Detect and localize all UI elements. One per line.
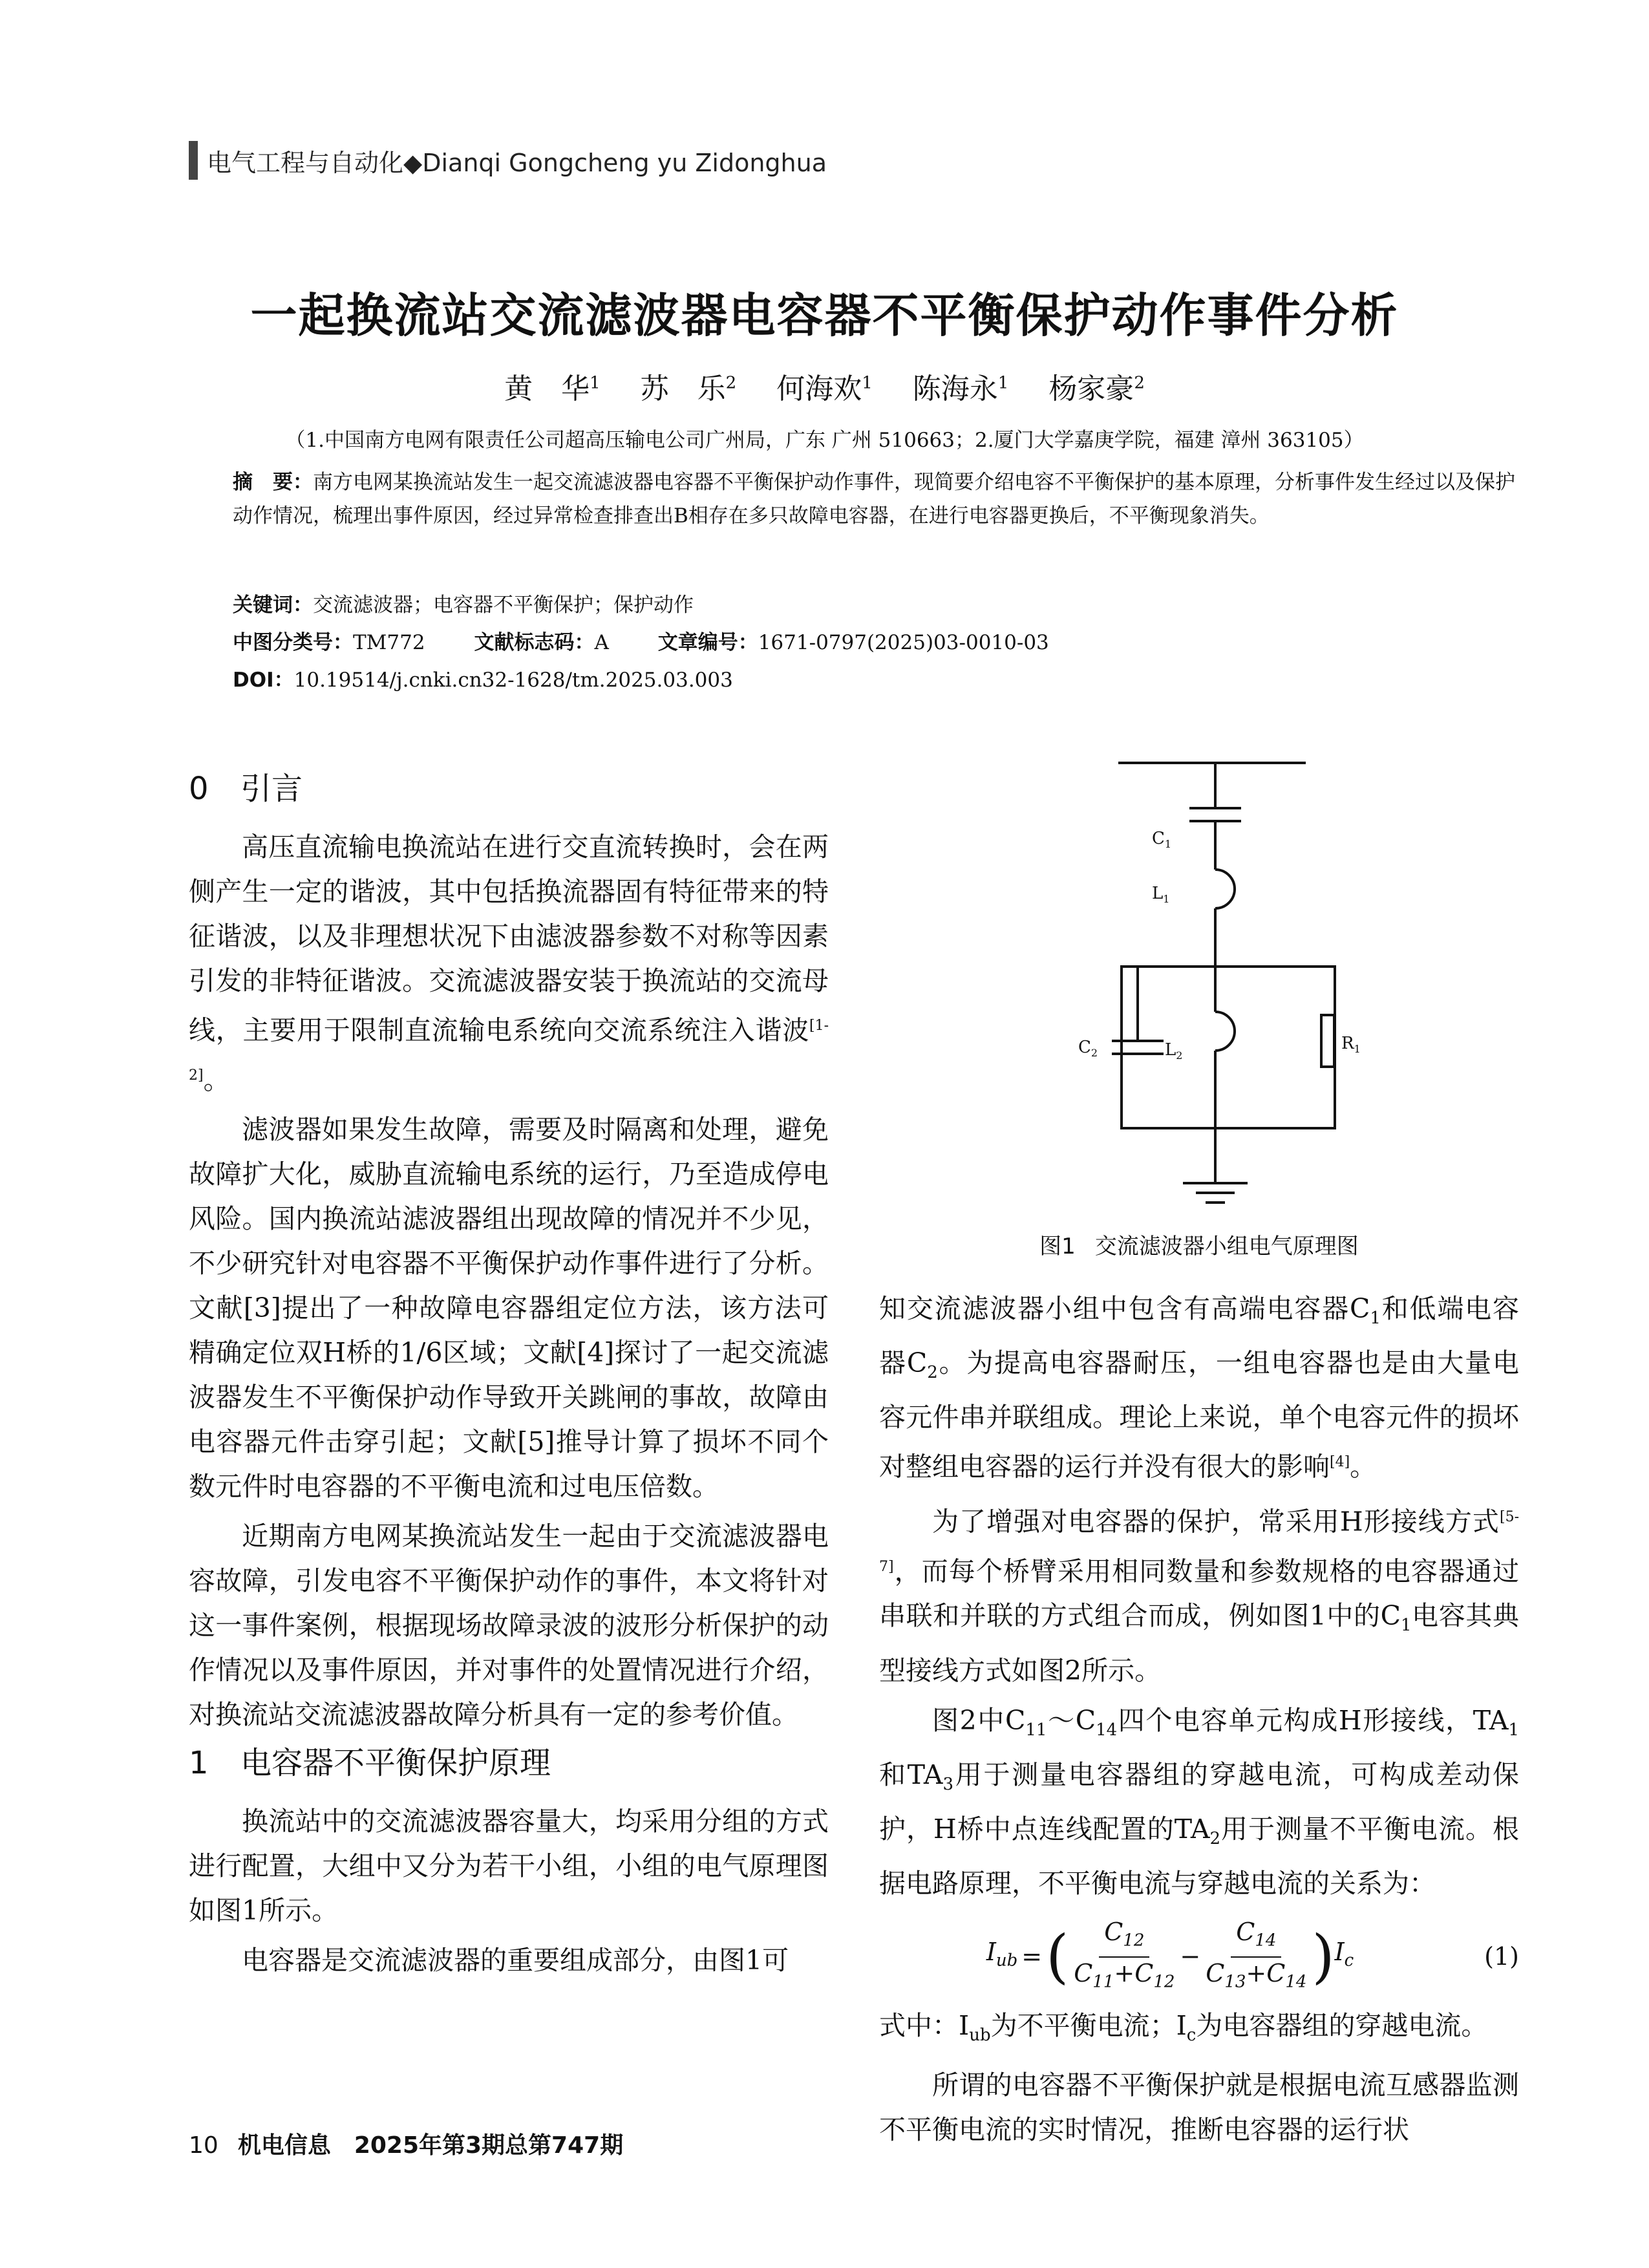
circuit-diagram [1008, 750, 1409, 1222]
abstract-label: 摘 要： [233, 471, 313, 494]
figure-number: 图1 [1039, 1234, 1076, 1259]
paragraph: 高压直流输电换流站在进行交直流转换时，会在两侧产生一定的谐波，其中包括换流器固有特征带来的特征谐波，以及非理想状况下由滤波器参数不对称等因素引发的非特征谐波。交流滤波器安装于换流站的交流母线，主要用于限制直流输电系统向交流系统注入谐波[1-2]。 [189, 831, 829, 1096]
author: 杨家豪$^2$ [1048, 372, 1145, 405]
doi-line [233, 663, 1519, 697]
journal-header [189, 141, 827, 180]
inductor-l2 [1215, 1012, 1235, 1051]
paragraph: 知交流滤波器小组中包含有高端电容器$C_1$和低端电容器$C_2$。为提高电容器耐压，一组电容器也是由大量电容元件串并联组成。理论上来说，单个电容元件的损坏对整组电容器的运行并没有很大的影响[4]。 [879, 1293, 1520, 1483]
paragraph: 为了增强对电容器的保护，常采用H形接线方式[5-7]，而每个桥臂采用相同数量和参数规格的电容器通过串联和并联的方式组合而成，例如图1中的$C_1$电容其典型接线方式如图2所示。 [879, 1506, 1519, 1686]
article-number-label: 文章编号： [657, 631, 758, 654]
label-c2: $C_2$ [1078, 1038, 1098, 1059]
label-l1: $L_1$ [1152, 884, 1170, 905]
clc-label: 中图分类号： [233, 631, 353, 654]
paragraph: 所谓的电容器不平衡保护就是根据电流互感器监测不平衡电流的实时情况，推断电容器的运行状 [879, 2070, 1519, 2146]
left-column [189, 763, 829, 1988]
right-column [879, 1287, 1519, 2157]
equation-expression: $I_{ub}$ = ( $\frac{C_{12}}{C_{11}+C_{12}}$ − $\frac{C_{14}}{C_{13}+C_{14}}$ ) $I_c$ [879, 1916, 1461, 1997]
inductor-l1 [1215, 870, 1235, 908]
journal-issue: 机电信息 2025年第3期总第747期 [237, 2132, 624, 2159]
keywords [233, 588, 1519, 622]
label-r1: $R_1$ [1341, 1034, 1361, 1055]
keywords-text: 交流滤波器；电容器不平衡保护；保护动作 [313, 594, 694, 617]
citation[interactable]: [5-7] [879, 1509, 1519, 1575]
author-list [0, 365, 1649, 407]
paragraph: 式中：$I_{ub}$为不平衡电流；$I_c$为电容器组的穿越电流。 [879, 2010, 1488, 2046]
figure-caption [879, 1228, 1519, 1260]
citation[interactable]: [4] [1330, 1454, 1350, 1471]
doi-value[interactable]: 10.19514/j.cnki.cn32-1628/tm.2025.03.003 [293, 669, 733, 692]
classification-line [233, 626, 1519, 659]
page-number: 10 [189, 2132, 218, 2159]
header-bar [189, 141, 198, 180]
doc-code-label: 文献标志码： [474, 631, 595, 654]
label-c1: $C_1$ [1152, 829, 1172, 850]
paragraph: 电容器是交流滤波器的重要组成部分，由图1可 [242, 1945, 789, 1976]
paragraph: 近期南方电网某换流站发生一起由于交流滤波器电容故障，引发电容不平衡保护动作的事件，本文将针对这一事件案例，根据现场故障录波的波形分析保护的动作情况以及事件原因，并对事件的处置情况进行介绍，对换流站交流滤波器故障分析具有一定的参考价值。 [189, 1521, 829, 1731]
affiliation: （1.中国南方电网有限责任公司超高压输电公司广州局，广东 广州 510663；2.厦门大学嘉庚学院，福建 漳州 363105） [285, 429, 1364, 452]
clc-value: TM772 [353, 631, 425, 654]
abstract [233, 465, 1519, 533]
author: 陈海永$^1$ [912, 372, 1009, 405]
abstract-text: 南方电网某换流站发生一起交流滤波器电容器不平衡保护动作事件，现简要介绍电容不平衡保护的基本原理，分析事件发生经过以及保护动作情况，梳理出事件原因，经过异常检查排查出B相存在多只故障电容器，在进行电容器更换后，不平衡现象消失。 [233, 471, 1515, 528]
figure-caption-text: 交流滤波器小组电气原理图 [1094, 1234, 1359, 1259]
section-heading-1: 1 电容器不平衡保护原理 [189, 1745, 551, 1782]
author: 苏 乐$^2$ [640, 372, 737, 405]
paragraph: 换流站中的交流滤波器容量大，均采用分组的方式进行配置，大组中又分为若干小组，小组的电气原理图如图1所示。 [189, 1806, 829, 1927]
equation-number: (1) [1484, 1942, 1519, 1971]
author: 黄 华$^1$ [504, 372, 601, 405]
page-footer [189, 2127, 623, 2160]
paragraph: 图2中$C_{11}\sim C_{14}$四个电容单元构成H形接线，$TA_1$和$TA_3$用于测量电容器组的穿越电流，可构成差动保护，H桥中点连线配置的$TA_2$用于测量不平衡电流。根据电路原理，不平衡电流与穿越电流的关系为： [879, 1704, 1520, 1899]
equation-1 [879, 1916, 1519, 1997]
resistor-r1 [1321, 1015, 1334, 1067]
paragraph: 滤波器如果发生故障，需要及时隔离和处理，避免故障扩大化，威胁直流输电系统的运行，乃至造成停电风险。国内换流站滤波器组出现故障的情况并不少见，不少研究针对电容器不平衡保护动作事件进行了分析。文献[3]提出了一种故障电容器组定位方法，该方法可精确定位双H桥的1/6区域；文献[4]探讨了一起交流滤波器发生不平衡保护动作导致开关跳闸的事故，故障由电容器元件击穿引起；文献[5]推导计算了损坏不同个数元件时电容器的不平衡电流和过电压倍数。 [189, 1114, 829, 1503]
label-l2: $L_2$ [1165, 1040, 1183, 1062]
fraction: $\frac{C_{12}}{C_{11}+C_{12}}$ [1074, 1918, 1175, 1992]
keywords-label: 关键词： [233, 594, 313, 617]
section-heading-0: 0 引言 [189, 771, 303, 807]
paper-title: 一起换流站交流滤波器电容器不平衡保护动作事件分析 [250, 288, 1399, 343]
doc-code-value: A [594, 631, 609, 654]
fraction: $\frac{C_{14}}{C_{13}+C_{14}}$ [1206, 1918, 1307, 1992]
article-number-value: 1671-0797(2025)03-0010-03 [758, 631, 1049, 654]
header-text: 电气工程与自动化◆Dianqi Gongcheng yu Zidonghua [207, 148, 827, 177]
doi-label: DOI： [233, 669, 294, 692]
citation[interactable]: [1-2] [189, 1018, 829, 1084]
author: 何海欢$^1$ [776, 372, 873, 405]
